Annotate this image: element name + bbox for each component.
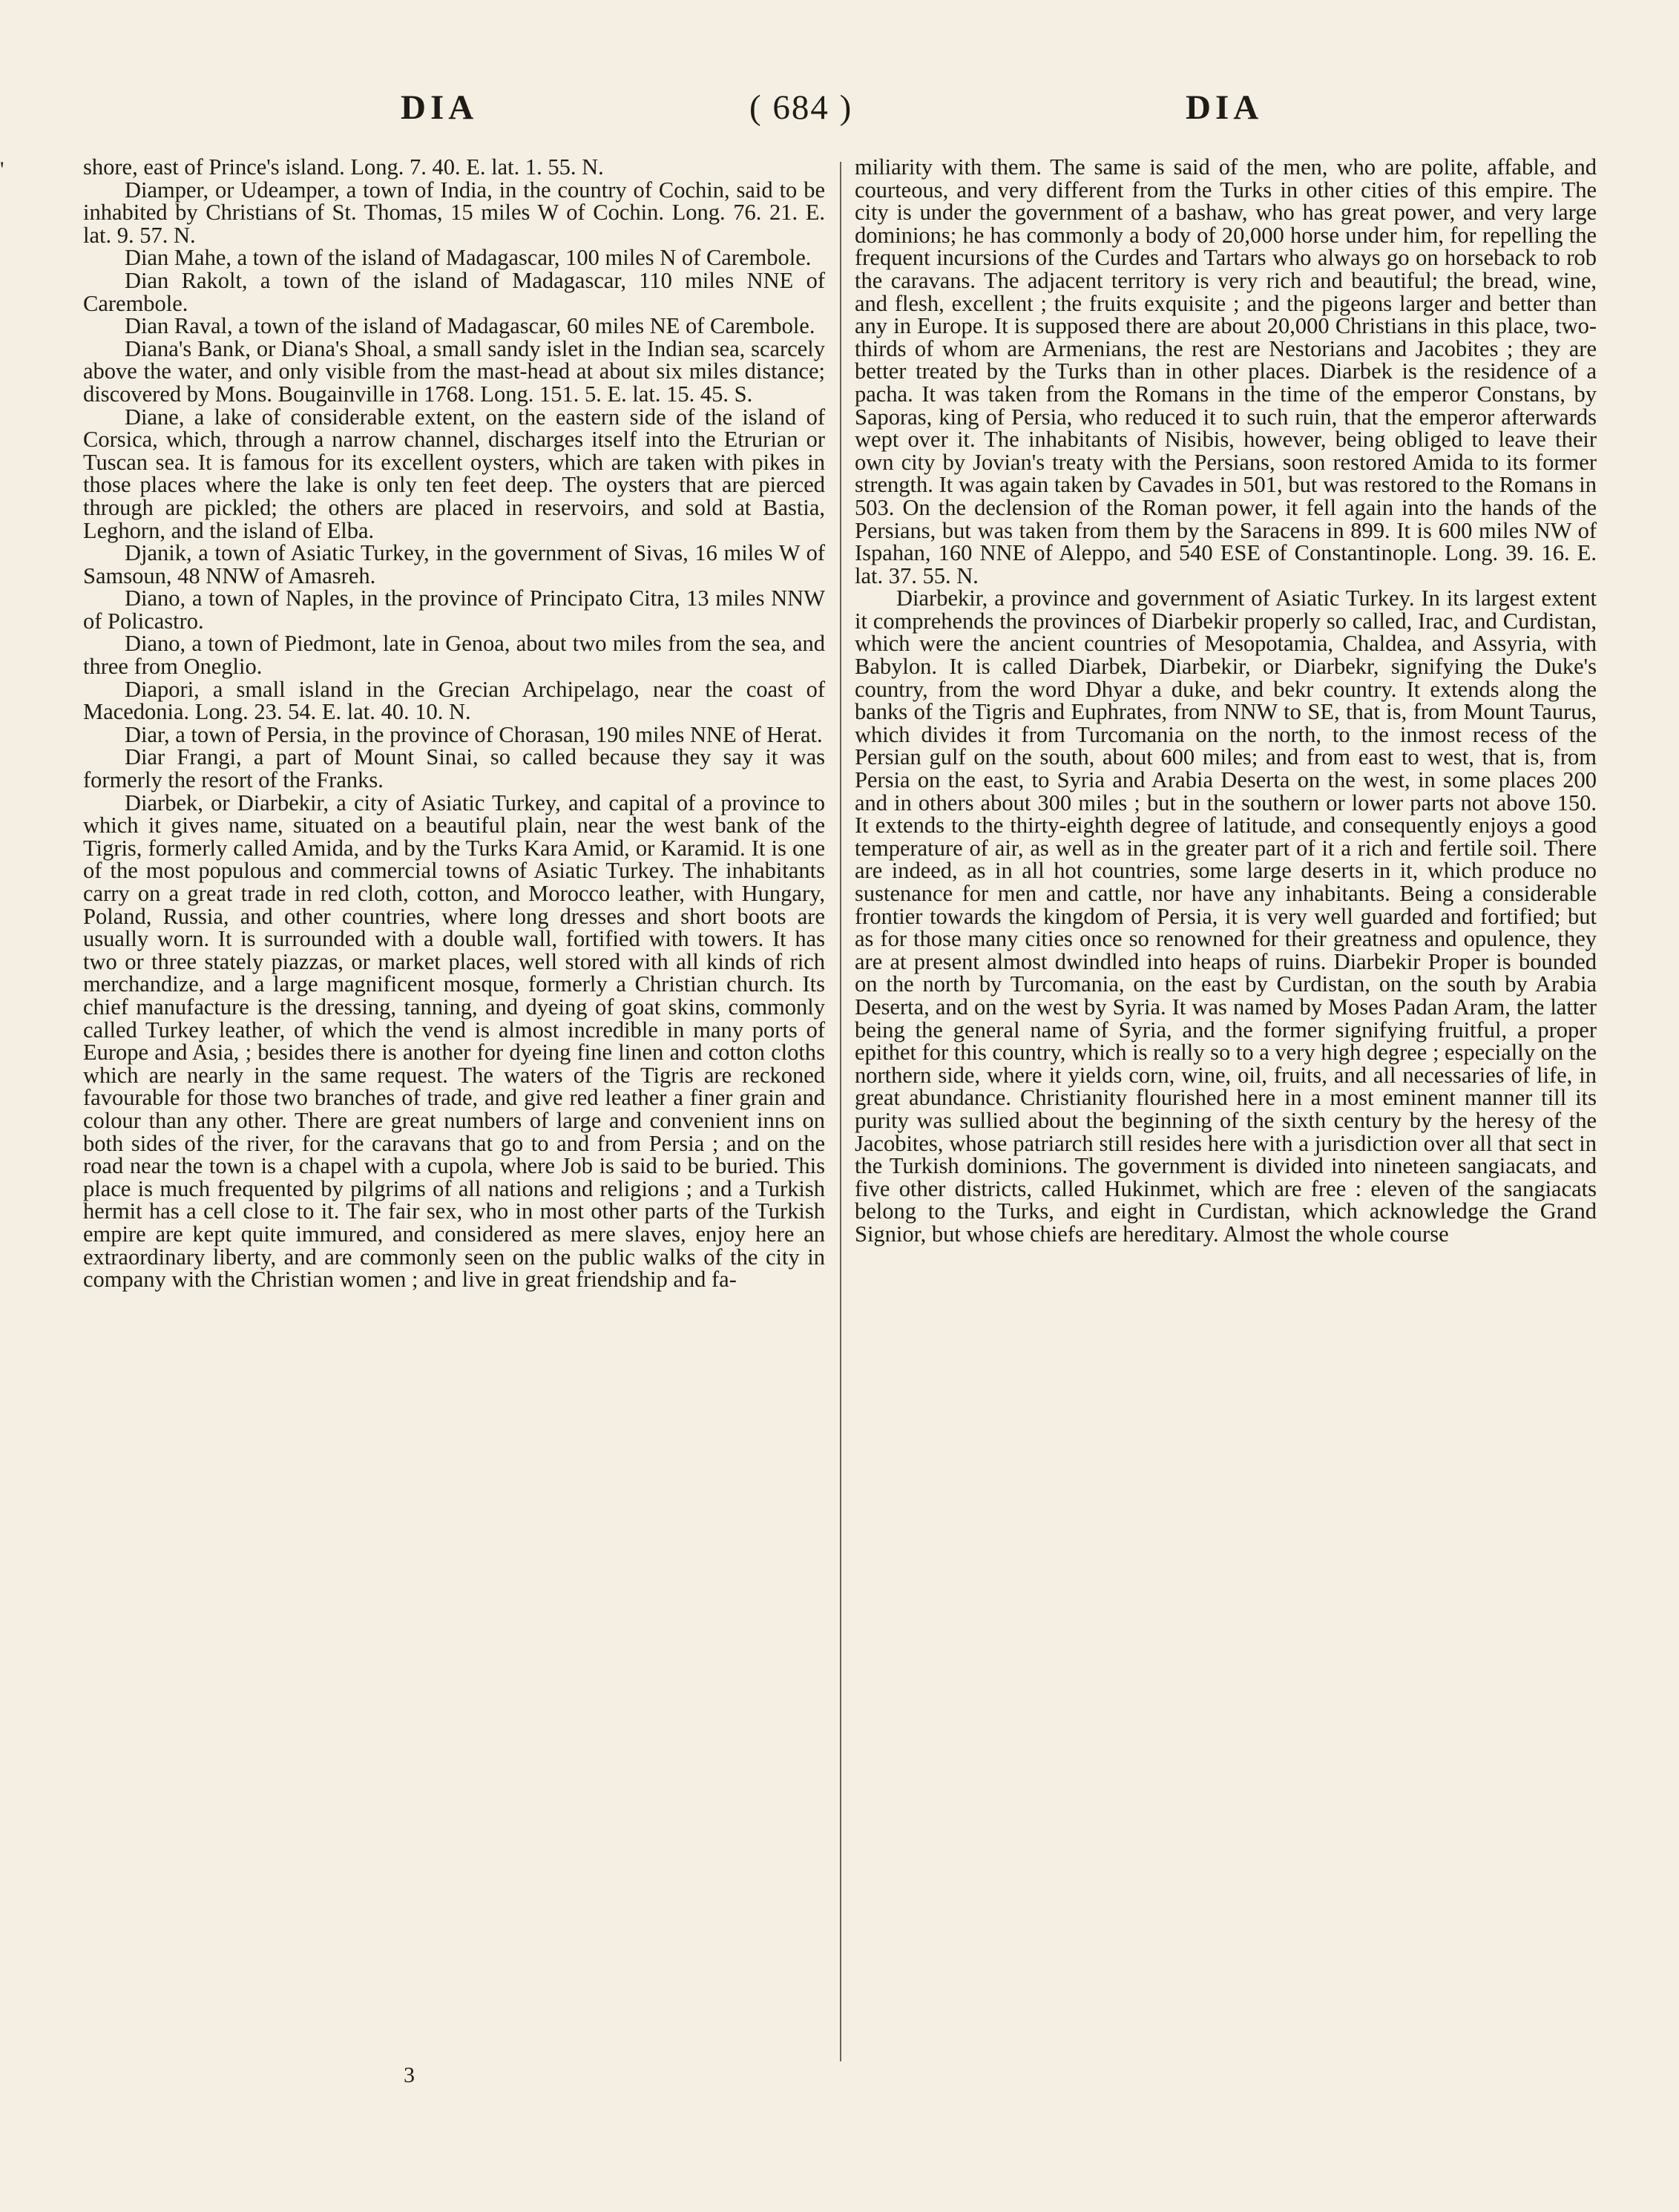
entry-paragraph: Dian Raval, a town of the island of Madagascar, 60 miles NE of Carembole. [125, 313, 815, 339]
entry-paragraph: Diane, a lake of considerable extent, on the eastern side of the island of Corsica, which, through a narrow channel, discharges itself into the Etrurian or Tuscan sea. It is famous for its excellent oysters, which are taken with pikes in those places where the lake is only ten feet deep. The oysters that are pierced through are pickled; the others are placed in reservoirs, and sold at Bastia, Leghorn, and the island of Elba. [83, 404, 825, 543]
entry-paragraph: Dian Mahe, a town of the island of Madagascar, 100 miles N of Carembole. [125, 245, 812, 271]
entry-paragraph: Dian Rakolt, a town of the island of Madagascar, 110 miles NNE of Carembole. [83, 267, 825, 316]
signature-mark: 3 [404, 2063, 415, 2087]
entry-paragraph: Diamper, or Udeamper, a town of India, in the country of Cochin, said to be inhabited by Christians of St. Thomas, 15 miles W of Cochin. Long. 76. 21. E. lat. 9. 57. N. [83, 177, 825, 248]
left-column [83, 156, 825, 1291]
header-right: DIA [1186, 88, 1264, 127]
page-number: ( 684 ) [749, 88, 853, 127]
entry-paragraph: miliarity with them. The same is said of the men, who are polite, affable, and courteous, and very different from the Turks in other cities of this empire. The city is under the government of a bashaw, who has great power, and very large dominions; he has commonly a body of 20,000 horse under him, for repelling the frequent incursions of the Curdes and Tartars who always go on horseback to rob the caravans. The adjacent territory is very rich and beautiful; the bread, wine, and flesh, excellent ; the fruits exquisite ; and the pigeons larger and better than any in Europe. It is supposed there are about 20,000 Christians in this place, two-thirds of whom are Armenians, the rest are Nestorians and Jacobites ; they are better treated by the Turks than in other places. Diarbek is the residence of a pacha. It was taken from the Romans in the time of the emperor Constans, by Saporas, king of Persia, who reduced it to such ruin, that the emperor afterwards wept over it. The inhabitants of Nisibis, however, being obliged to leave their own city by Jovian's treaty with the Persians, soon restored Amida to its former strength. It was again taken by Cavades in 501, but was restored to the Romans in 503. On the declension of the Roman power, it fell again into the hands of the Persians, but was taken from them by the Saracens in 899. It is 600 miles NW of Ispahan, 160 NNE of Aleppo, and 540 ESE of Constantinople. Long. 39. 16. E. lat. 37. 55. N. [855, 154, 1597, 588]
right-column [855, 156, 1597, 1246]
entry-paragraph: shore, east of Prince's island. Long. 7. 40. E. lat. 1. 55. N. [83, 154, 604, 180]
entry-paragraph: Diar Frangi, a part of Mount Sinai, so called because they say it was formerly the resort of the Franks. [83, 744, 825, 793]
header-left: DIA [401, 88, 479, 127]
entry-paragraph: Diano, a town of Piedmont, late in Genoa, about two miles from the sea, and three from Oneglio. [83, 631, 825, 680]
entry-paragraph: Diana's Bank, or Diana's Shoal, a small sandy islet in the Indian sea, scarcely above the water, and only visible from the mast-head at about six miles distance; discovered by Mons. Bougainville in 1768. Long. 151. 5. E. lat. 15. 45. S. [83, 335, 825, 407]
entry-paragraph: Diarbek, or Diarbekir, a city of Asiatic Turkey, and capital of a province to which it gives name, situated on a beautiful plain, near the west bank of the Tigris, formerly called Amida, and by the Turks Kara Amid, or Karamid. It is one of the most populous and commercial towns of Asiatic Turkey. The inhabitants carry on a great trade in red cloth, cotton, and Morocco leather, with Hungary, Poland, Russia, and other countries, where long dresses and short boots are usually worn. It is surrounded with a double wall, fortified with towers. It has two or three stately piazzas, or market places, well stored with all kinds of rich merchandize, and a large magnificent mosque, formerly a Christian church. Its chief manufacture is the dressing, tanning, and dyeing of goat skins, commonly called Turkey leather, of which the vend is almost incredible in many ports of Europe and Asia, ; besides there is another for dyeing fine linen and cotton cloths which are nearly in the same request. The waters of the Tigris are reckoned favourable for those two branches of trade, and give red leather a finer grain and colour than any other. There are great numbers of large and convenient inns on both sides of the river, for the caravans that go to and from Persia ; and on the road near the town is a chapel with a cupola, where Job is said to be buried. This place is much frequented by pilgrims of all nations and religions ; and a Turkish hermit has a cell close to it. The fair sex, who in most other parts of the Turkish empire are kept quite immured, and considered as mere slaves, enjoy here an extraordinary liberty, and are commonly seen on the public walks of the city in company with the Christian women ; and live in great friendship and fa- [83, 790, 825, 1293]
entry-paragraph: Diapori, a small island in the Grecian Archipelago, near the coast of Macedonia. Long. 23. 54. E. lat. 40. 10. N. [83, 676, 825, 725]
entry-paragraph: Djanik, a town of Asiatic Turkey, in the government of Sivas, 16 miles W of Samsoun, 48 NNW of Amasreh. [83, 540, 825, 588]
entry-paragraph: Diarbekir, a province and government of Asiatic Turkey. In its largest extent it comprehends the provinces of Diarbekir properly so called, Irac, and Curdistan, which were the ancient countries of Mesopotamia, Chaldea, and Assyria, with Babylon. It is called Diarbek, Diarbekir, or Diarbekr, signifying the Duke's country, from the word Dhyar a duke, and bekr country. It extends along the banks of the Tigris and Euphrates, from NNW to SE, that is, from Mount Taurus, which divides it from Turcomania on the north, to the inmost recess of the Persian gulf on the south, about 600 miles; and from east to west, that is, from Persia on the east, to Syria and Arabia Deserta on the west, in some places 200 and in others about 300 miles ; but in the southern or lower parts not above 150. It extends to the thirty-eighth degree of latitude, and consequently enjoys a good temperature of air, as well as in the greater part of it a rich and fertile soil. There are indeed, as in all hot countries, some large deserts in it, which produce no sustenance for men and cattle, nor have any inhabitants. Being a considerable frontier towards the kingdom of Persia, it is very well guarded and fortified; but as for those many cities once so renowned for their greatness and opulence, they are at present almost dwindled into heaps of ruins. Diarbekir Proper is bounded on the north by Turcomania, on the east by Curdistan, on the south by Arabia Deserta, and on the west by Syria. It was named by Moses Padan Aram, the latter being the general name of Syria, and the former signifying fruitful, a proper epithet for this country, which is really so to a very high degree ; especially on the northern side, where it yields corn, wine, oil, fruits, and all necessaries of life, in great abundance. Christianity flourished here in a most eminent manner till its purity was sullied about the beginning of the sixth century by the heresy of the Jacobites, whose patriarch still resides here with a jurisdiction over all that sect in the Turkish dominions. The government is divided into nineteen sangiacats, and five other districts, called Hukinmet, which are free : eleven of the sangiacats belong to the Turks, and eight in Curdistan, which acknowledge the Grand Signior, but whose chiefs are hereditary. Almost the whole course [855, 585, 1597, 1247]
entry-paragraph: Diano, a town of Naples, in the province of Principato Citra, 13 miles NNW of Policastro. [83, 585, 825, 634]
margin-mark: ' [0, 157, 4, 182]
running-header [0, 88, 1679, 140]
entry-paragraph: Diar, a town of Persia, in the province of Chorasan, 190 miles NNE of Herat. [125, 721, 823, 747]
column-divider [840, 162, 841, 2061]
